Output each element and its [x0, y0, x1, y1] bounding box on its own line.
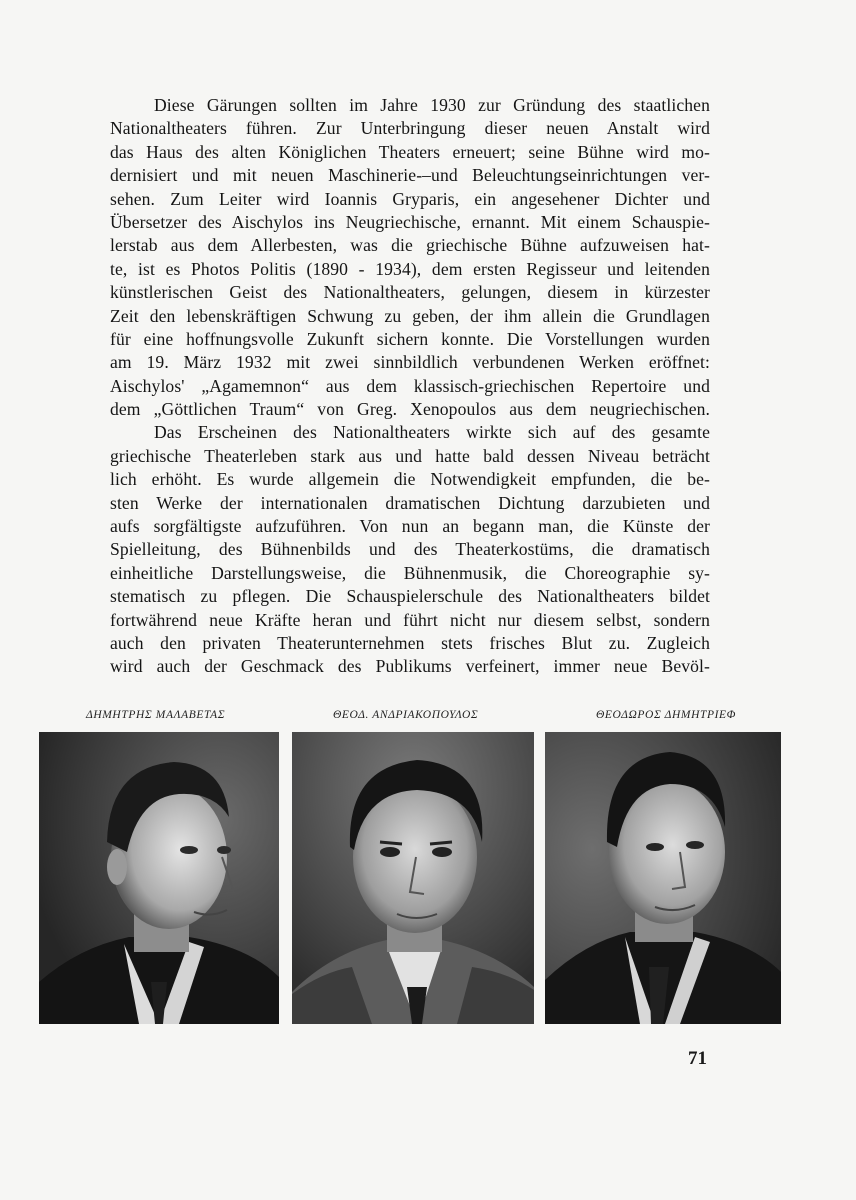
text-line: künstlerischen Geist des Nationaltheaters, gelungen, diesem in kürzester: [110, 282, 710, 303]
caption-andriakopoulos: ΘΕΟΔ. ΑΝΔΡΙΑΚΟΠΟΥΛΟΣ: [333, 709, 479, 721]
text-line: Zeit den lebenskräftigen Schwung zu geben, der ihm allein die Grundlagen: [110, 305, 710, 326]
caption-malavetas: ΔΗΜΗΤΡΗΣ ΜΑΛΑΒΕΤΑΣ: [86, 709, 226, 721]
text-line: dem „Göttlichen Traum“ von Greg. Xenopoulos aus dem neugriechischen.: [110, 399, 710, 420]
text-line: Aischylos' „Agamemnon“ aus dem klassisch-griechischen Repertoire und: [110, 375, 710, 396]
text-line: sehen. Zum Leiter wird Ioannis Gryparis, ein angesehener Dichter und: [110, 188, 710, 209]
portrait-photo-malavetas: [39, 732, 279, 1024]
text-line: Nationaltheaters führen. Zur Unterbringung dieser neuen Anstalt wird: [110, 118, 710, 139]
text-line: fortwährend neue Kräfte heran und führt nicht nur diesem selbst, sondern: [110, 609, 710, 630]
text-line: aufs sorgfältigste aufzuführen. Von nun an begann man, die Künste der: [110, 516, 710, 537]
photo-captions: [36, 709, 796, 725]
caption-dimitrief: ΘΕΟΔΩΡΟΣ ΔΗΜΗΤΡΙΕΦ: [596, 709, 737, 721]
text-line: Diese Gärungen sollten im Jahre 1930 zur Gründung des staatlichen: [154, 95, 710, 115]
text-line: lich erhöht. Es wurde allgemein die Notwendigkeit empfunden, die be-: [110, 469, 710, 490]
text-line: griechische Theaterleben stark aus und hatte bald dessen Niveau beträcht: [110, 445, 710, 466]
body-text: [110, 94, 710, 679]
text-line: Das Erscheinen des Nationaltheaters wirkte sich auf des gesamte: [154, 422, 710, 443]
text-line: dernisiert und mit neuen Maschinerie-–und Beleuchtungseinrichtungen ver-: [110, 165, 710, 186]
portrait-photo-dimitrief: [545, 732, 781, 1024]
text-line: sten Werke der internationalen dramatischen Dichtung darzubieten und: [110, 492, 710, 513]
text-line: Spielleitung, des Bühnenbilds und des Theaterkostüms, die dramatisch: [110, 539, 710, 560]
text-line: das Haus des alten Königlichen Theaters erneuert; seine Bühne wird mo-: [110, 141, 710, 162]
text-line: für eine hoffnungsvolle Zukunft sichern konnte. Die Vorstellungen wurden: [110, 328, 710, 349]
text-line: te, ist es Photos Politis (1890 - 1934), dem ersten Regisseur und leitenden: [110, 258, 710, 279]
text-line: auch den privaten Theaterunternehmen stets frisches Blut zu. Zugleich: [110, 632, 710, 653]
text-line: Übersetzer des Aischylos ins Neugriechische, ernannt. Mit einem Schauspie-: [110, 211, 710, 232]
portrait-photo-andriakopoulos: [292, 732, 534, 1024]
page-number: 71: [688, 1048, 707, 1069]
text-line: stematisch zu pflegen. Die Schauspielerschule des Nationaltheaters bildet: [110, 586, 710, 607]
text-line: wird auch der Geschmack des Publikums verfeinert, immer neue Bevöl-: [110, 656, 710, 677]
text-line: einheitliche Darstellungsweise, die Bühnenmusik, die Choreographie sy-: [110, 562, 710, 583]
text-line: lerstab aus dem Allerbesten, was die griechische Bühne aufzuweisen hat-: [110, 235, 710, 256]
text-line: am 19. März 1932 mit zwei sinnbildlich verbundenen Werken eröffnet:: [110, 352, 710, 373]
